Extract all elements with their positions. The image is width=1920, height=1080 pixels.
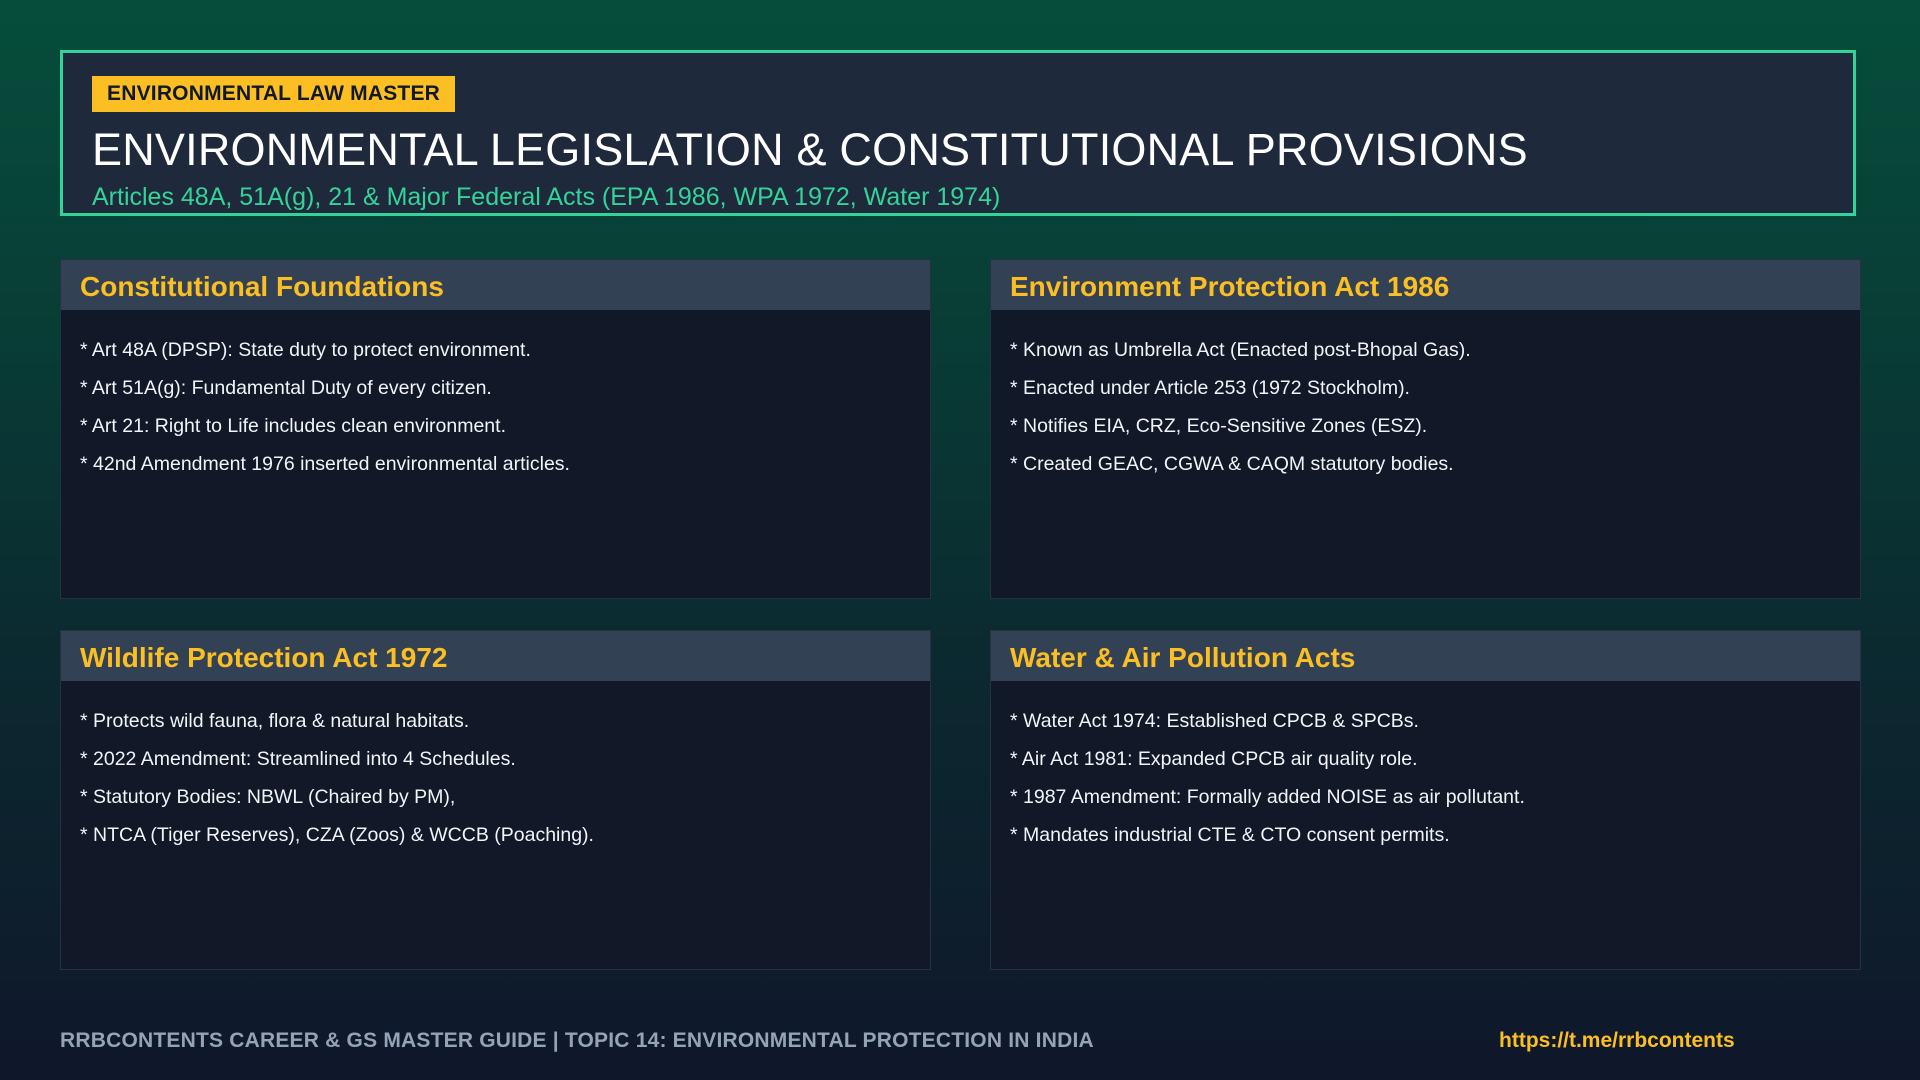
- card-title: Water & Air Pollution Acts: [991, 631, 1860, 681]
- category-badge: ENVIRONMENTAL LAW MASTER: [92, 76, 455, 112]
- page-subtitle: Articles 48A, 51A(g), 21 & Major Federal Acts (EPA 1986, WPA 1972, Water 1974): [92, 183, 1001, 211]
- card-title: Wildlife Protection Act 1972: [61, 631, 930, 681]
- page-title: ENVIRONMENTAL LEGISLATION & CONSTITUTIONAL PROVISIONS: [92, 124, 1528, 175]
- footer-telegram-link[interactable]: https://t.me/rrbcontents: [1499, 1029, 1735, 1052]
- list-item: * Known as Umbrella Act (Enacted post-Bhopal Gas).: [1010, 339, 1471, 361]
- header-panel: [60, 50, 1856, 216]
- list-item: * Mandates industrial CTE & CTO consent permits.: [1010, 824, 1450, 846]
- card-wildlife-protection-act: [60, 630, 931, 970]
- list-item: * 42nd Amendment 1976 inserted environmental articles.: [80, 453, 570, 475]
- card-list: [61, 310, 930, 483]
- list-item: * Created GEAC, CGWA & CAQM statutory bodies.: [1010, 453, 1454, 475]
- list-item: * Protects wild fauna, flora & natural habitats.: [80, 710, 470, 732]
- list-item: * Enacted under Article 253 (1972 Stockholm).: [1010, 377, 1410, 399]
- list-item: * Water Act 1974: Established CPCB & SPCBs.: [1010, 710, 1419, 732]
- list-item: * Art 48A (DPSP): State duty to protect environment.: [80, 339, 531, 361]
- footer-guide-label: RRBCONTENTS CAREER & GS MASTER GUIDE | TOPIC 14: ENVIRONMENTAL PROTECTION IN INDIA: [60, 1029, 1094, 1052]
- list-item: * 2022 Amendment: Streamlined into 4 Schedules.: [80, 748, 516, 770]
- list-item: * Notifies EIA, CRZ, Eco-Sensitive Zones (ESZ).: [1010, 415, 1428, 437]
- list-item: * Statutory Bodies: NBWL (Chaired by PM),: [80, 786, 456, 808]
- card-title: Constitutional Foundations: [61, 260, 930, 310]
- card-constitutional-foundations: [60, 259, 931, 599]
- card-list: [991, 681, 1860, 854]
- list-item: * Art 21: Right to Life includes clean environment.: [80, 415, 506, 437]
- card-water-air-pollution-acts: [990, 630, 1861, 970]
- card-list: [991, 310, 1860, 483]
- list-item: * Art 51A(g): Fundamental Duty of every citizen.: [80, 377, 492, 399]
- list-item: * NTCA (Tiger Reserves), CZA (Zoos) & WCCB (Poaching).: [80, 824, 594, 846]
- card-title: Environment Protection Act 1986: [991, 260, 1860, 310]
- list-item: * 1987 Amendment: Formally added NOISE as air pollutant.: [1010, 786, 1525, 808]
- card-list: [61, 681, 930, 854]
- list-item: * Air Act 1981: Expanded CPCB air quality role.: [1010, 748, 1418, 770]
- card-environment-protection-act: [990, 259, 1861, 599]
